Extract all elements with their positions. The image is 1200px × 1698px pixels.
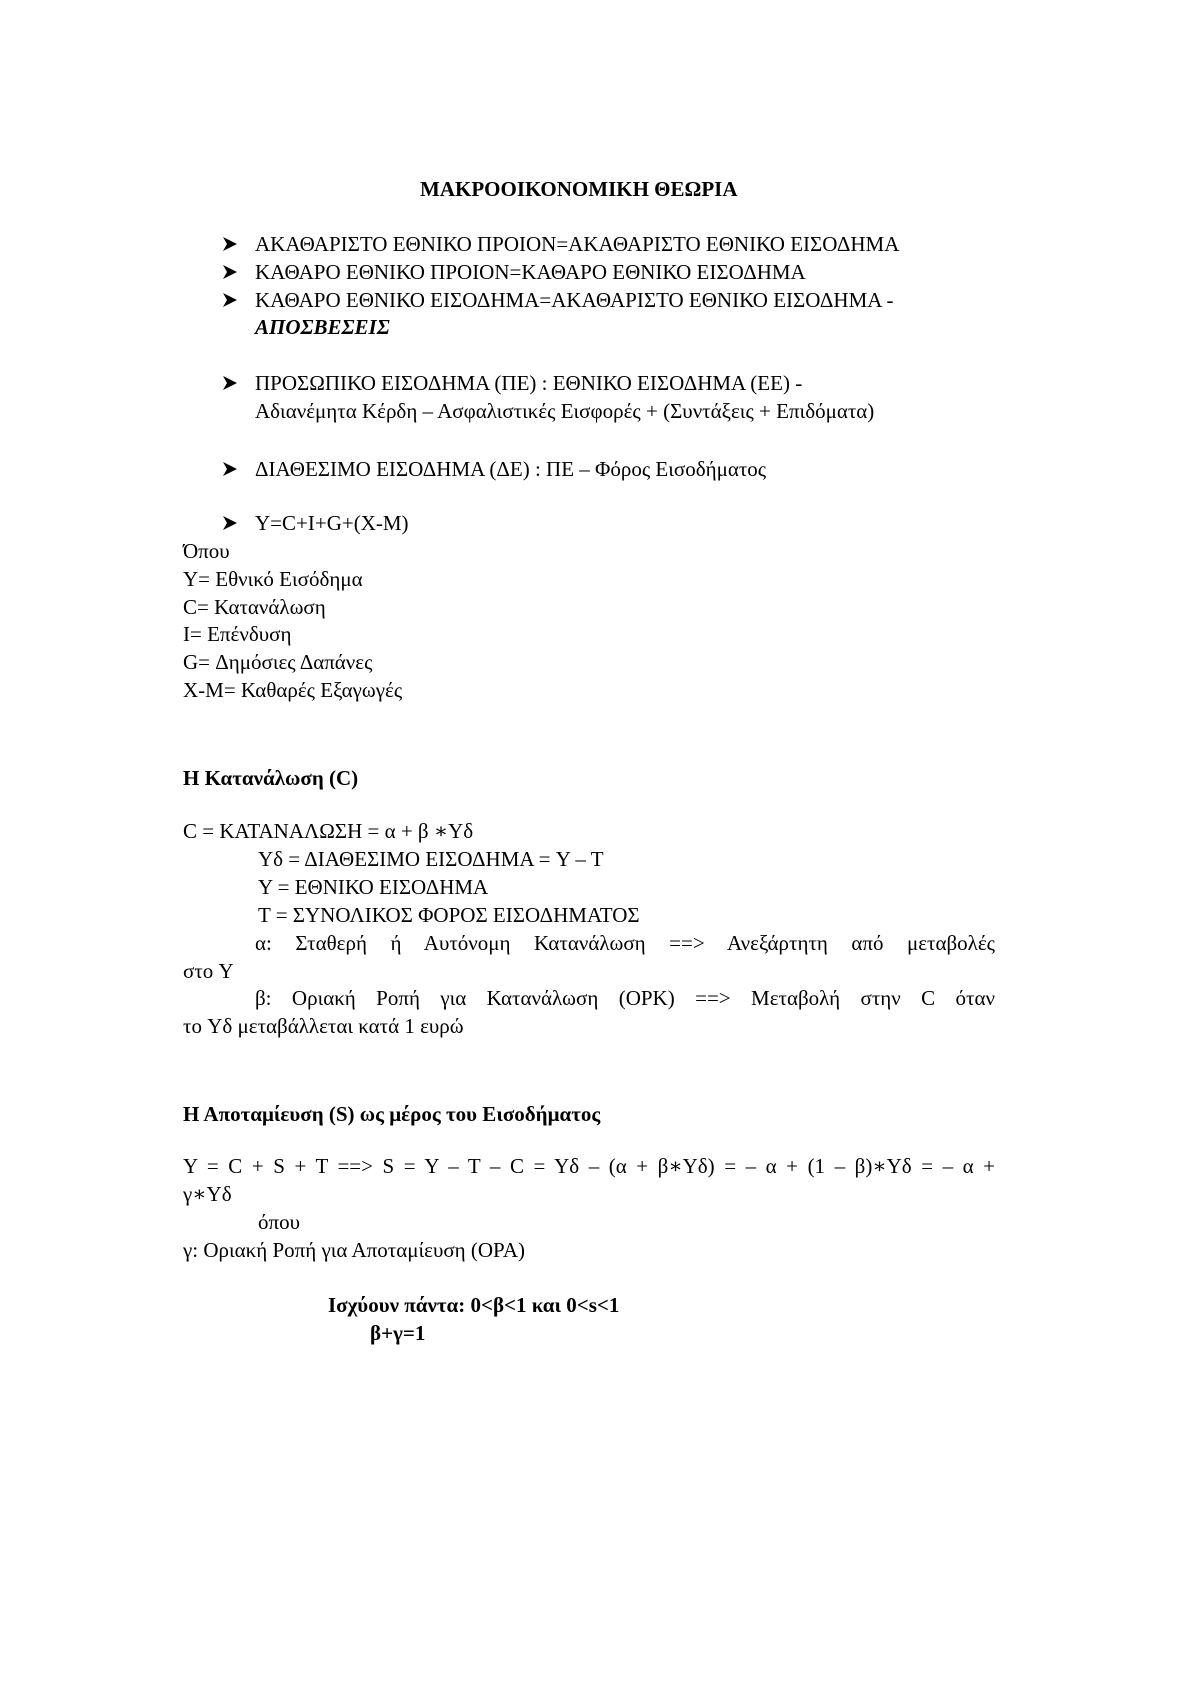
definition-item: G= Δημόσιες Δαπάνες <box>183 650 373 674</box>
definition-item: C= Κατανάλωση <box>183 595 326 619</box>
rule-line: β+γ=1 <box>370 1321 426 1345</box>
bullet-text: ΑΚΑΘΑΡΙΣΤΟ ΕΘΝΙΚΟ ΠΡΟΙΟΝ=ΑΚΑΘΑΡΙΣΤΟ ΕΘΝΙΚΟ ΕΙΣΟΔΗΜΑ <box>255 232 900 256</box>
arrow-bullet-icon <box>222 264 238 280</box>
definition-item: I= Επένδυση <box>183 622 292 646</box>
formula-line: Y = C + S + T ==> S = Y – T – C = Yδ – (α + β∗Yδ) = – α + (1 – β)∗Yδ = – α + <box>183 1154 995 1178</box>
arrow-bullet-icon <box>222 375 238 391</box>
bullet-text: ΚΑΘΑΡΟ ΕΘΝΙΚΟ ΕΙΣΟΔΗΜΑ=ΑΚΑΘΑΡΙΣΤΟ ΕΘΝΙΚΟ ΕΙΣΟΔΗΜΑ - <box>255 288 894 312</box>
formula-line: όπου <box>258 1210 300 1234</box>
formula-line: Y = ΕΘΝΙΚΟ ΕΙΣΟΔΗΜΑ <box>258 875 489 899</box>
bullet-text: ΔΙΑΘΕΣΙΜΟ ΕΙΣΟΔΗΜΑ (ΔΕ) : ΠΕ – Φόρος Εισοδήματος <box>255 457 767 481</box>
formula-line: γ: Οριακή Ροπή για Αποταμίευση (ΟΡΑ) <box>183 1238 525 1262</box>
definitions-intro: Όπου <box>183 539 230 563</box>
arrow-bullet-icon <box>222 292 238 308</box>
bullet-text: ΚΑΘΑΡΟ ΕΘΝΙΚΟ ΠΡΟΙΟΝ=ΚΑΘΑΡΟ ΕΘΝΙΚΟ ΕΙΣΟΔΗΜΑ <box>255 260 806 284</box>
bullet-text-continuation: Αδιανέμητα Κέρδη – Ασφαλιστικές Εισφορές + (Συντάξεις + Επιδόματα) <box>255 399 875 423</box>
formula-line-continuation: γ∗Yδ <box>183 1182 232 1206</box>
bullet-text: ΠΡΟΣΩΠΙΚΟ ΕΙΣΟΔΗΜΑ (ΠΕ) : ΕΘΝΙΚΟ ΕΙΣΟΔΗΜΑ (ΕΕ) - <box>255 371 803 395</box>
section-heading-saving: Η Αποταμίευση (S) ως μέρος του Εισοδήματος <box>183 1102 601 1126</box>
formula-line: α: Σταθερή ή Αυτόνομη Κατανάλωση ==> Ανεξάρτητη από μεταβολές <box>255 931 995 955</box>
arrow-bullet-icon <box>222 515 238 531</box>
formula-line: C = ΚΑΤΑΝΑΛΩΣΗ = α + β ∗Yδ <box>183 819 474 843</box>
bullet-text-emphasis: ΑΠΟΣΒΕΣΕΙΣ <box>255 315 390 339</box>
arrow-bullet-icon <box>222 461 238 477</box>
formula-line: Yδ = ΔΙΑΘΕΣΙΜΟ ΕΙΣΟΔΗΜΑ = Y – T <box>258 847 604 871</box>
rule-line: Ισχύουν πάντα: 0<β<1 και 0<s<1 <box>328 1293 620 1317</box>
formula-line: β: Οριακή Ροπή για Κατανάλωση (ΟΡΚ) ==> Μεταβολή στην C όταν <box>255 986 995 1010</box>
section-heading-consumption: Η Κατανάλωση (C) <box>183 766 359 790</box>
bullet-text: Y=C+I+G+(X-M) <box>255 511 409 535</box>
formula-line-continuation: το Yδ μεταβάλλεται κατά 1 ευρώ <box>183 1014 464 1038</box>
formula-line: T = ΣΥΝΟΛΙΚΟΣ ΦΟΡΟΣ ΕΙΣΟΔΗΜΑΤΟΣ <box>258 903 640 927</box>
page-title: ΜΑΚΡΟΟΙΚΟΝΟΜΙΚΗ ΘΕΩΡΙΑ <box>420 177 738 201</box>
arrow-bullet-icon <box>222 236 238 252</box>
formula-line-continuation: στο Y <box>183 959 234 983</box>
definition-item: Y= Εθνικό Εισόδημα <box>183 567 363 591</box>
definition-item: X-M= Καθαρές Εξαγωγές <box>183 678 403 702</box>
